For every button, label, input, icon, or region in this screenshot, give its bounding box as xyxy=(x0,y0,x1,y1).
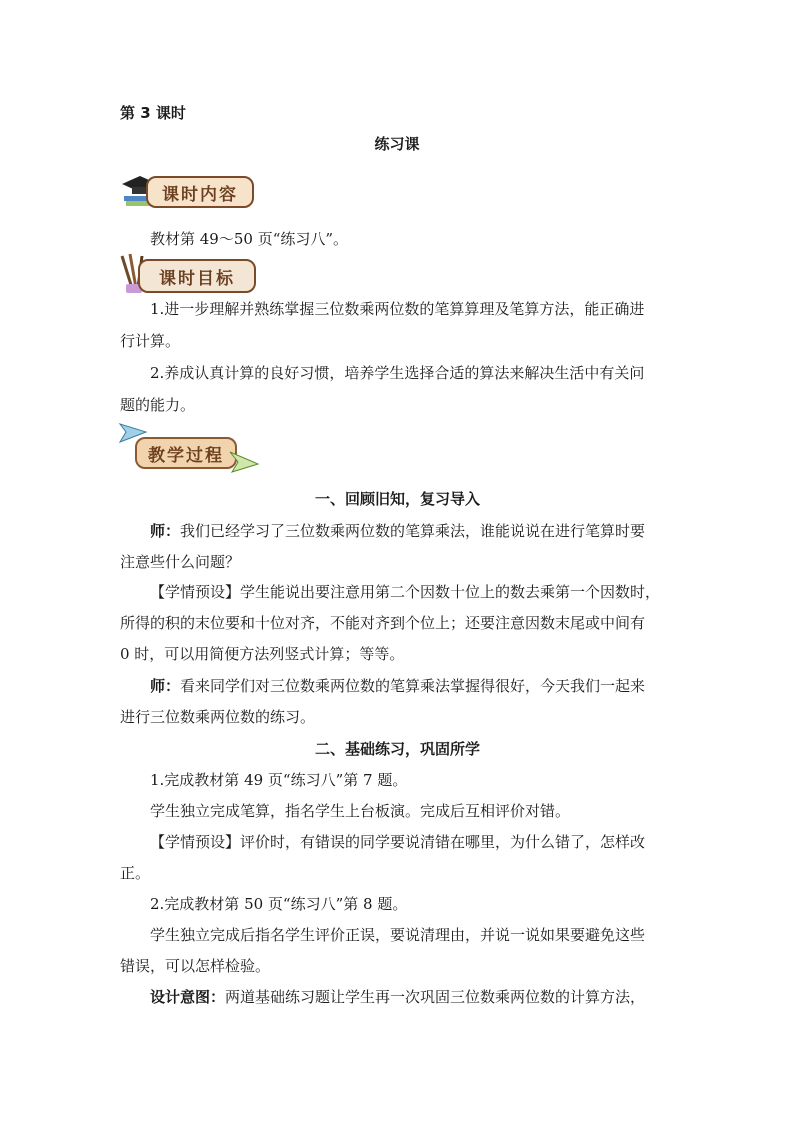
exercise-1: 1.完成教材第 49 页“练习八”第 7 题。 xyxy=(150,771,408,789)
goal-2: 2.养成认真计算的良好习惯，培养学生选择合适的算法来解决生活中有关问 xyxy=(150,364,645,382)
prediction-1-cont: 所得的积的末位要和十位对齐，不能对齐到个位上；还要注意因数末尾或中间有 xyxy=(120,614,646,632)
banner-teaching-process: 教学过程 xyxy=(135,437,237,469)
design-text: 两道基础练习题让学生再一次巩固三位数乘两位数的计算方法， xyxy=(225,988,646,1006)
page-title: 练习课 xyxy=(374,135,420,153)
design-label: 设计意图： xyxy=(150,988,226,1006)
goal-1-cont: 行计算。 xyxy=(120,332,181,350)
teacher-label: 师： xyxy=(150,677,181,695)
teacher-remark-text: 看来同学们对三位数乘两位数的笔算乘法掌握得很好，今天我们一起来 xyxy=(180,677,646,695)
prediction-1-cont2: 0 时，可以用简便方法列竖式计算；等等。 xyxy=(120,645,405,663)
teacher-remark xyxy=(120,670,675,702)
teacher-remark-cont: 进行三位数乘两位数的练习。 xyxy=(120,708,316,726)
exercise-2-desc: 学生独立完成后指名学生评价正误，要说清理由，并说一说如果要避免这些 xyxy=(150,926,646,944)
section-heading-2: 二、基础练习，巩固所学 xyxy=(314,740,480,758)
section-heading-1: 一、回顾旧知，复习导入 xyxy=(314,490,480,508)
teacher-label: 师： xyxy=(150,522,181,540)
exercise-2-desc-cont: 错误，可以怎样检验。 xyxy=(120,957,271,975)
goal-2-cont: 题的能力。 xyxy=(120,396,196,414)
teacher-question-cont: 注意些什么问题？ xyxy=(120,553,241,571)
goal-1: 1.进一步理解并熟练掌握三位数乘两位数的笔算算理及笔算方法，能正确进 xyxy=(150,300,645,318)
prediction-2-cont: 正。 xyxy=(120,864,151,882)
banner-lesson-content: 课时内容 xyxy=(146,176,254,208)
paper-plane-icon xyxy=(228,448,260,476)
exercise-2: 2.完成教材第 50 页“练习八”第 8 题。 xyxy=(150,895,408,913)
exercise-1-desc: 学生独立完成笔算，指名学生上台板演。完成后互相评价对错。 xyxy=(150,802,571,820)
prediction-2: 【学情预设】评价时，有错误的同学要说清错在哪里，为什么错了，怎样改 xyxy=(150,833,646,851)
prediction-1: 【学情预设】学生能说出要注意用第二个因数十位上的数去乘第一个因数时， xyxy=(150,583,661,601)
teacher-question xyxy=(120,515,675,547)
teacher-question-text: 我们已经学习了三位数乘两位数的笔算乘法，谁能说说在进行笔算时要 xyxy=(180,522,646,540)
content-text: 教材第 49～50 页“练习八”。 xyxy=(150,230,349,248)
lesson-number: 第 3 课时 xyxy=(120,104,186,122)
design-intent xyxy=(120,981,675,1013)
banner-lesson-goals: 课时目标 xyxy=(138,259,256,293)
